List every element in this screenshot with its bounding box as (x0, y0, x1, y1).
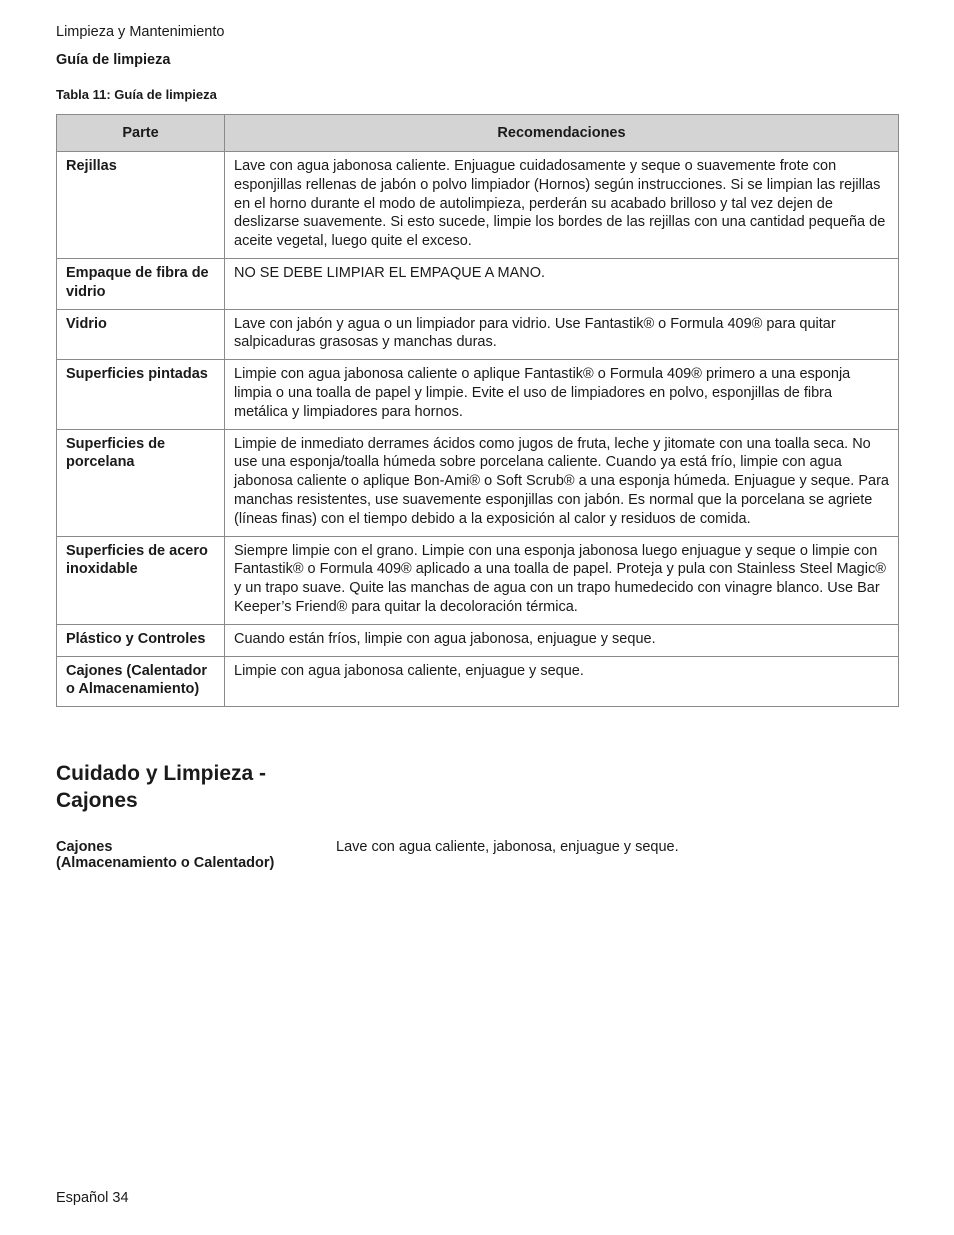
part-cell: Superficies de porcelana (57, 429, 225, 536)
part-cell: Vidrio (57, 309, 225, 360)
part-cell: Cajones (Calentador o Almacenamiento) (57, 656, 225, 707)
table-row (57, 258, 899, 309)
recommendation-cell: NO SE DEBE LIMPIAR EL EMPAQUE A MANO. (225, 258, 899, 309)
recommendation-cell: Limpie de inmediato derrames ácidos como jugos de fruta, leche y jitomate con una toalla seca. No use una esponja/toalla húmeda sobre porcelana caliente. Cuando ya está frío, limpie con agua jabonosa caliente o aplique Bon-Ami® o Soft Scrub® a una esponja húmeda. Enjuague y seque. Para manchas resistentes, use suavemente esponjillas con jabón. Es normal que la porcelana se agriete (líneas finas) con el tiempo debido a la exposición al calor y residuos de comida. (225, 429, 899, 536)
table-row (57, 152, 899, 259)
part-cell: Rejillas (57, 152, 225, 259)
part-cell: Superficies pintadas (57, 360, 225, 429)
care-section-heading: Cuidado y Limpieza - Cajones (56, 762, 267, 812)
page-number: Español 34 (56, 1190, 129, 1206)
part-cell: Plástico y Controles (57, 624, 225, 656)
table-row (57, 360, 899, 429)
table-caption: Tabla 11: Guía de limpieza (56, 87, 217, 102)
cleaning-guide-table (56, 114, 899, 707)
recommendation-cell: Lave con jabón y agua o un limpiador para vidrio. Use Fantastik® o Formula 409® para quitar salpicaduras grasosas y manchas duras. (225, 309, 899, 360)
column-header-part: Parte (57, 115, 225, 152)
page-subtitle: Guía de limpieza (56, 52, 171, 68)
recommendation-cell: Lave con agua jabonosa caliente. Enjuague cuidadosamente y seque o suavemente frote con esponjillas rellenas de jabón o polvo limpiador (Hornos) según instrucciones. Si se limpian las rejillas en el horno durante el modo de autolimpieza, perderán su acabado brilloso y tal vez dejen de deslizarse suavemente. Si esto sucede, limpie los bordes de las rejillas con una cantidad pequeña de aceite vegetal, luego quite el exceso. (225, 152, 899, 259)
table-header-row (57, 115, 899, 152)
section-header: Limpieza y Mantenimiento (56, 24, 225, 40)
table-row (57, 536, 899, 624)
table-row (57, 309, 899, 360)
drawer-label: Cajones (Almacenamiento o Calentador) (56, 839, 275, 871)
recommendation-cell: Cuando están fríos, limpie con agua jabonosa, enjuague y seque. (225, 624, 899, 656)
column-header-recommendations: Recomendaciones (225, 115, 899, 152)
recommendation-cell: Siempre limpie con el grano. Limpie con una esponja jabonosa luego enjuague y seque o limpie con Fantastik® o Formula 409® aplicado a una toalla de papel. Proteja y pula con Stainless Steel Magic® y un trapo suave. Quite las manchas de agua con un trapo humedecido con vinagre blanco. Use Bar Keeper’s Friend® para quitar la decoloración térmica. (225, 536, 899, 624)
part-cell: Superficies de acero inoxidable (57, 536, 225, 624)
recommendation-cell: Limpie con agua jabonosa caliente, enjuague y seque. (225, 656, 899, 707)
part-cell: Empaque de fibra de vidrio (57, 258, 225, 309)
drawer-instructions: Lave con agua caliente, jabonosa, enjuague y seque. (336, 839, 679, 855)
table-row (57, 429, 899, 536)
table-row (57, 624, 899, 656)
recommendation-cell: Limpie con agua jabonosa caliente o aplique Fantastik® o Formula 409® primero a una esponja limpia o una toalla de papel y limpie. Evite el uso de limpiadores en polvo, esponjillas de fibra metálica y limpiadores para hornos. (225, 360, 899, 429)
table-row (57, 656, 899, 707)
